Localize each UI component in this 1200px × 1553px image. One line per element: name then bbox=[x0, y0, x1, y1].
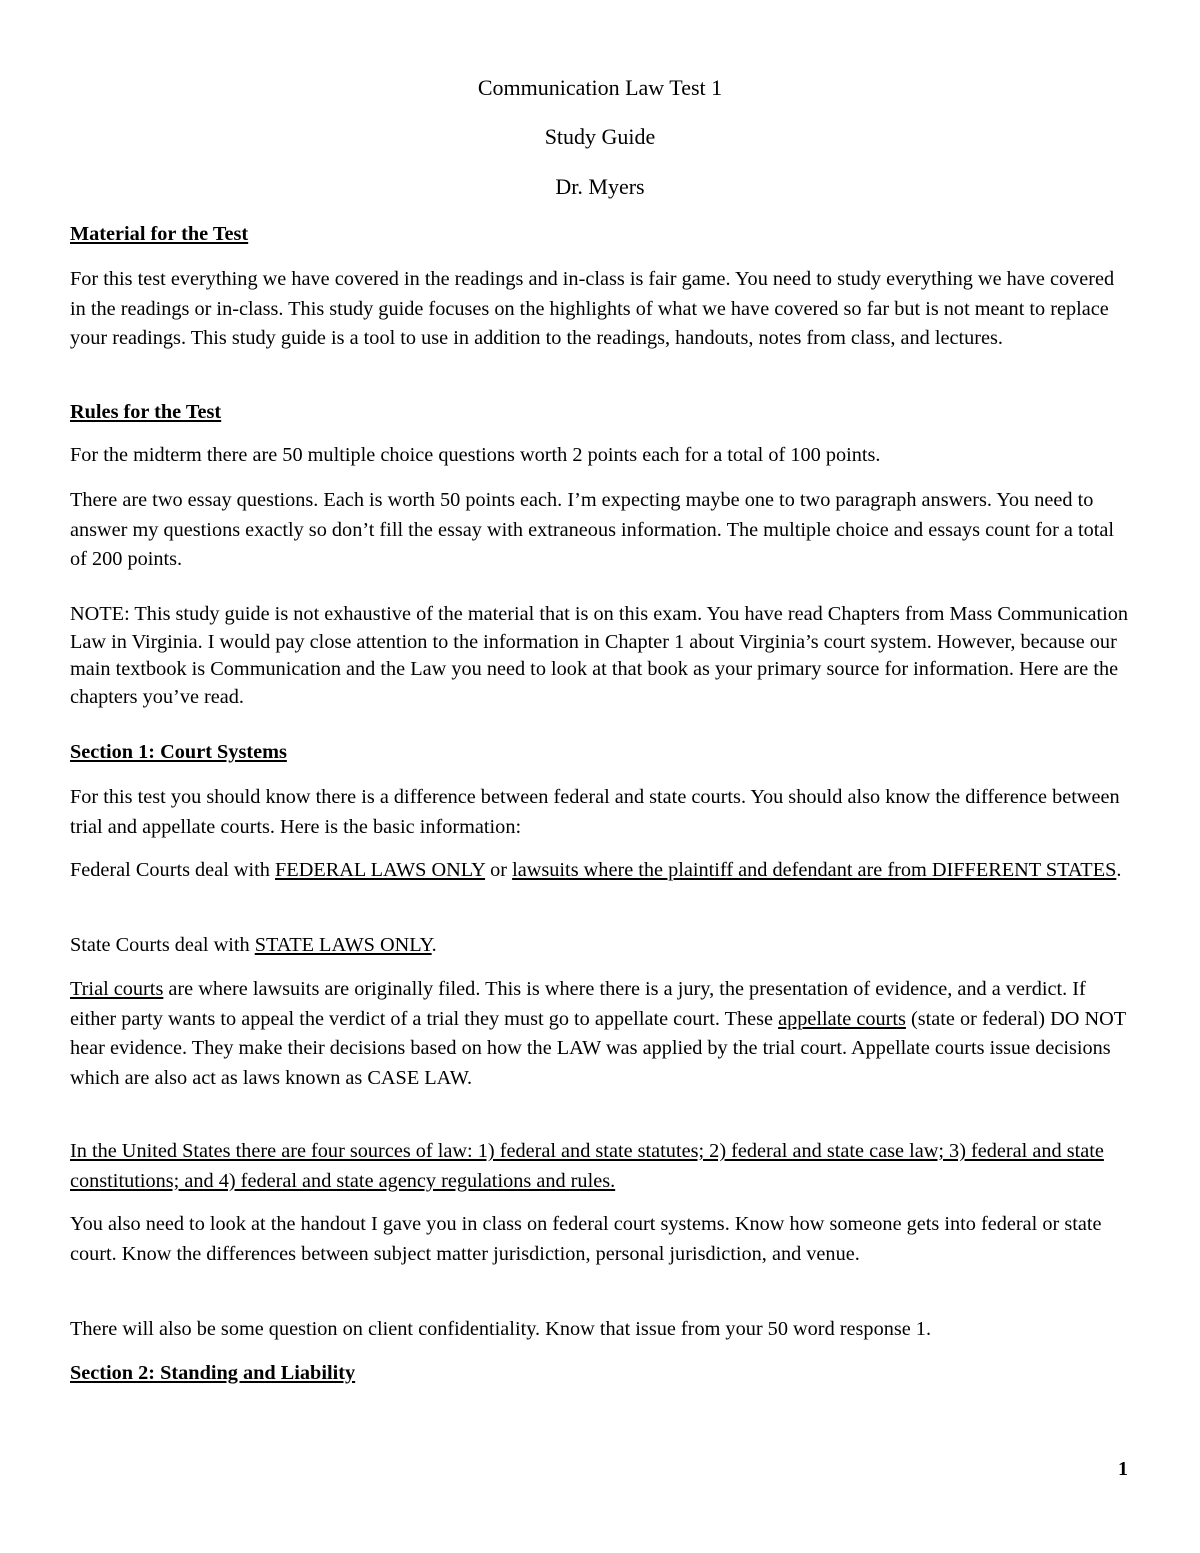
document-author: Dr. Myers bbox=[555, 174, 645, 199]
paragraph-handout: You also need to look at the handout I gave you in class on federal court systems. Know how someone gets into federal or state court. Know the differences between subject matter jurisdiction, personal jurisdiction, and venue. bbox=[70, 1213, 1102, 1265]
heading-material: Material for the Test bbox=[70, 223, 249, 245]
paragraph-rules-essay: There are two essay questions. Each is worth 50 points each. I’m expecting maybe one to two paragraph answers. You need to answer my questions exactly so don’t fill the essay with extraneous information. The multiple choice and essays count for a total of 200 points. bbox=[70, 489, 1115, 571]
state-end-text: . bbox=[431, 934, 437, 956]
heading-section-1: Section 1: Court Systems bbox=[70, 741, 287, 763]
paragraph-note: NOTE: This study guide is not exhaustive of the material that is on this exam. You have read Chapters from Mass Communication Law in Virginia. I would pay close attention to the information in Chapter 1 about Virginia’s court system. However, because our main textbook is Communication and the Law you need to look at that book as your primary source for information. Here are the chapters you’ve read. bbox=[70, 603, 1129, 708]
state-lead-text: State Courts deal with bbox=[70, 934, 255, 956]
heading-section-2: Section 2: Standing and Liability bbox=[70, 1362, 356, 1384]
paragraph-federal-courts bbox=[70, 856, 1130, 886]
paragraph-material: For this test everything we have covered in the readings and in-class is fair game. You need to study everything we have covered in the readings or in-class. This study guide focuses on the highlights of what we have covered so far but is not meant to replace your readings. This study guide is a tool to use in addition to the readings, handouts, notes from class, and lectures. bbox=[70, 268, 1115, 350]
document-title: Communication Law Test 1 bbox=[477, 75, 723, 100]
paragraph-state-courts bbox=[70, 931, 1130, 961]
federal-end-text: . bbox=[1116, 859, 1122, 881]
federal-lead-text: Federal Courts deal with bbox=[70, 859, 276, 881]
paragraph-trial-courts bbox=[70, 975, 1130, 1093]
paragraph-sources-of-law: In the United States there are four sources of law: 1) federal and state statutes; 2) federal and state case law; 3) federal and state constitutions; and 4) federal and state agency regulations and rules. bbox=[70, 1140, 1104, 1192]
document-subtitle: Study Guide bbox=[544, 124, 656, 149]
appellate-courts-text: (state or federal) DO NOT hear evidence. They make their decisions based on how the LAW was applied by the trial court. Appellate courts issue decisions which are also act as laws known as CASE LAW. bbox=[70, 1007, 1126, 1089]
appellate-courts-term: appellate courts bbox=[778, 1007, 906, 1030]
paragraph-court-intro: For this test you should know there is a difference between federal and state courts. You should also know the difference between trial and appellate courts. Here is the basic information: bbox=[70, 786, 1120, 838]
trial-courts-term: Trial courts bbox=[70, 978, 164, 1000]
federal-or-text: or bbox=[485, 859, 513, 881]
page-number: 1 bbox=[1118, 1458, 1128, 1480]
trial-courts-text: are where lawsuits are originally filed. This is where there is a jury, the presentation of evidence, and a verdict. If either party wants to appeal the verdict of a trial they must go to appellate court. These bbox=[70, 978, 1086, 1030]
paragraph-rules-mc: For the midterm there are 50 multiple choice questions worth 2 points each for a total of 100 points. bbox=[70, 444, 881, 466]
federal-laws-only: FEDERAL LAWS ONLY bbox=[275, 859, 486, 881]
state-laws-only: STATE LAWS ONLY bbox=[254, 934, 432, 956]
different-states-text: lawsuits where the plaintiff and defendant are from DIFFERENT STATES bbox=[512, 859, 1117, 881]
heading-rules: Rules for the Test bbox=[70, 401, 222, 423]
paragraph-confidentiality: There will also be some question on client confidentiality. Know that issue from your 50 word response 1. bbox=[70, 1318, 932, 1340]
